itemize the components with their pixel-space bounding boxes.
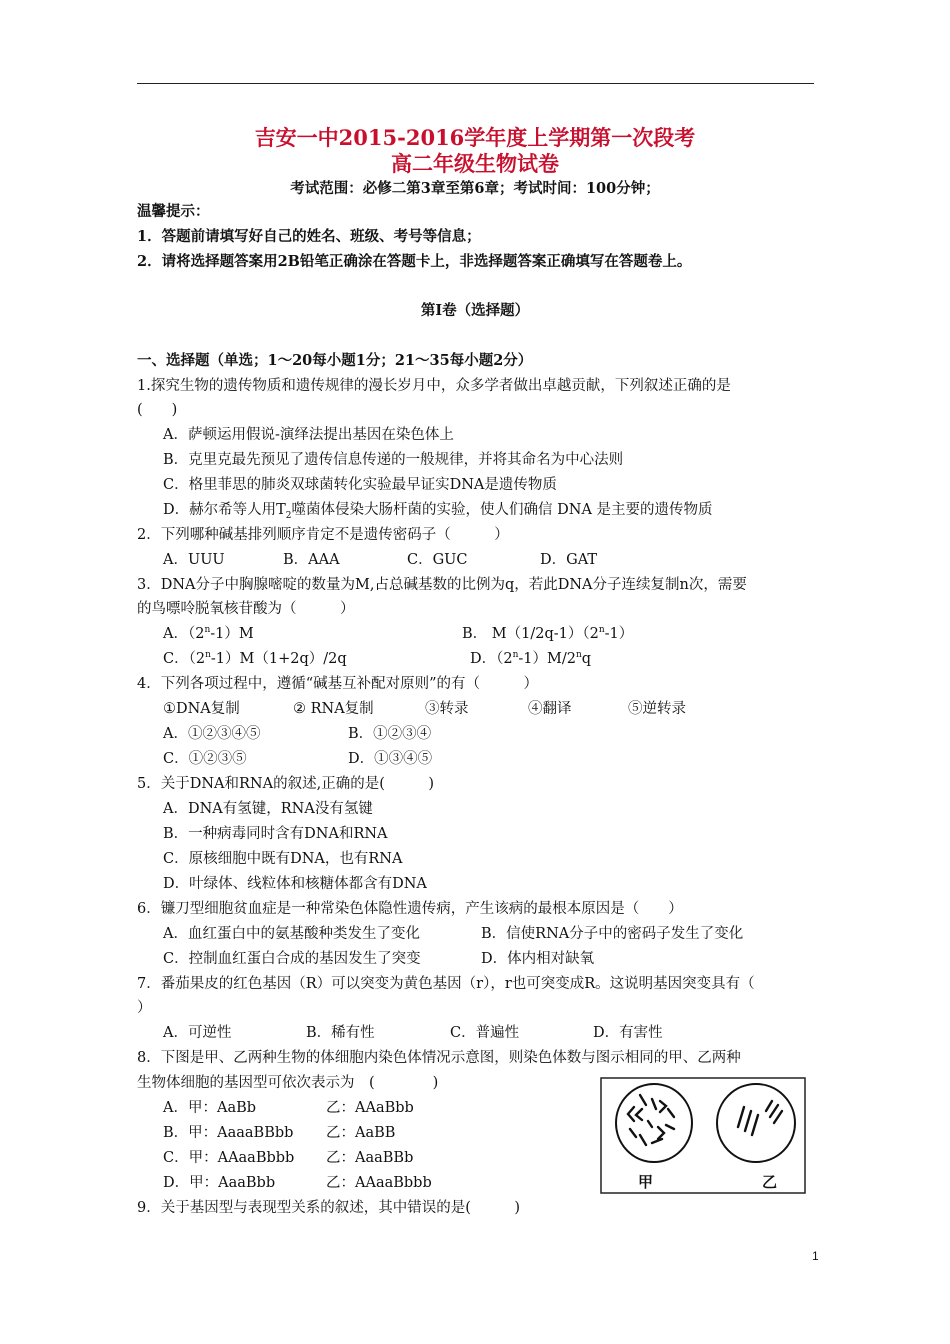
q6-stem: 6．镰刀型细胞贫血症是一种常染色体隐性遗传病，产生该病的最根本原因是（ ） [137,901,683,917]
q7-option-a: A．可逆性 [163,1025,232,1041]
q1-option-c: C．格里菲思的肺炎双球菌转化实验最早证实DNA是遗传物质 [163,477,557,493]
q2-stem: 2．下列哪种碱基排列顺序肯定不是遗传密码子（ ） [137,527,509,543]
q5-option-d: D．叶绿体、线粒体和核糖体都含有DNA [163,876,427,892]
q8-option-a-yi: 乙：AAaBbb [326,1100,414,1116]
q5-option-b: B．一种病毒同时含有DNA和RNA [163,826,388,842]
q6-option-b: B．信使RNA分子中的密码子发生了变化 [481,926,744,942]
q6-option-a: A．血红蛋白中的氨基酸种类发生了变化 [163,926,420,942]
exam-scope: 考试范围：必修二第3章至第6章；考试时间：100分钟； [290,180,660,197]
header-rule [137,83,814,84]
q4-option-c: C．①②③⑤ [163,751,247,767]
exam-title-line1: 吉安一中2015-2016学年度上学期第一次段考 [254,125,696,150]
q1-option-d: D．赫尔希等人用$T_2$噬菌体侵染大肠杆菌的实验，使人们确信 DNA 是主要的遗传物质 [163,502,713,521]
q3-stem-1: 3．DNA分子中胸腺嘧啶的数量为M,占总碱基数的比例为q，若此DNA分子连续复制n次，需要 [137,577,747,593]
chromosome-figure [600,1077,806,1194]
q2-option-c: C．GUC [407,552,468,568]
q3-option-a: A．（2$^n$-1）M [163,625,254,642]
tips-label: 温馨提示： [137,203,210,220]
q4-stem: 4．下列各项过程中，遵循“碱基互补配对原则”的有（ ） [137,676,539,692]
q8-option-c-yi: 乙：AaaBBb [326,1150,414,1166]
q8-option-a-jia: A．甲：AaBb [163,1100,257,1116]
q8-stem-2: 生物体细胞的基因型可依次表示为 ( ) [137,1075,439,1091]
q8-option-d-jia: D．甲：AaaBbb [163,1175,276,1191]
q3-option-c: C．$(2^n-1)M(1+2q)/2q$ [163,650,347,667]
q4-item-2: ② RNA复制 [293,701,374,717]
q4-item-4: ④翻译 [528,701,572,717]
q1-stem: 1.探究生物的遗传物质和遗传规律的漫长岁月中，众多学者做出卓越贡献，下列叙述正确的是 [137,378,731,394]
figure-label-yi: 乙 [762,1174,778,1191]
q7-option-c: C．普遍性 [450,1025,520,1041]
q2-option-a: A．UUU [163,552,225,568]
q5-stem: 5．关于DNA和RNA的叙述,正确的是( ) [137,776,435,792]
q7-stem-1: 7．番茄果皮的红色基因（R）可以突变为黄色基因（r），r也可突变成R。这说明基因突变具有（ [137,976,755,992]
q6-option-d: D．体内相对缺氧 [481,951,595,967]
q1-paren: ( ) [137,402,178,418]
volume-heading: 第Ⅰ卷（选择题） [420,302,530,319]
tip-1: 1．答题前请填写好自己的姓名、班级、考号等信息； [137,228,481,245]
q7-stem-2: ） [137,1000,152,1016]
q7-option-d: D．有害性 [593,1025,663,1041]
q4-item-5: ⑤逆转录 [628,701,686,717]
q3-option-b: B． M（1/2q-1）（2$^n$-1） [462,625,634,642]
q9-stem: 9．关于基因型与表现型关系的叙述，其中错误的是( ) [137,1200,521,1216]
q2-option-d: D．GAT [540,552,598,568]
exam-title-line2: 高二年级生物试卷 [391,151,559,176]
q8-option-d-yi: 乙：AAaaBbbb [326,1175,432,1191]
q3-stem-2: 的鸟嘌呤脱氧核苷酸为（ ） [137,601,355,617]
q5-option-a: A．DNA有氢键，RNA没有氢键 [163,801,373,817]
q1-option-b: B．克里克最先预见了遗传信息传递的一般规律，并将其命名为中心法则 [163,452,624,468]
q4-option-d: D．①③④⑤ [348,751,433,767]
q8-option-c-jia: C．甲：AAaaBbbb [163,1150,295,1166]
q1-option-a: A．萨顿运用假说-演绎法提出基因在染色体上 [163,427,454,443]
q8-stem-1: 8．下图是甲、乙两种生物的体细胞内染色体情况示意图，则染色体数与图示相同的甲、乙两种 [137,1050,741,1066]
q6-option-c: C．控制血红蛋白合成的基因发生了突变 [163,951,421,967]
q5-option-c: C．原核细胞中既有DNA，也有RNA [163,851,403,867]
q2-option-b: B．AAA [283,552,340,568]
q4-option-a: A．①②③④⑤ [163,726,261,742]
figure-label-jia: 甲 [638,1174,654,1191]
q4-option-b: B．①②③④ [348,726,432,742]
q4-item-3: ③转录 [425,701,469,717]
q4-item-1: ①DNA复制 [163,701,240,717]
page-number: 1 [812,1249,819,1263]
section-heading: 一、选择题（单选；1～20每小题1分；21～35每小题2分） [137,352,533,369]
tip-2: 2．请将选择题答案用2B铅笔正确涂在答题卡上，非选择题答案正确填写在答题卷上。 [137,253,692,270]
q8-option-b-yi: 乙：AaBB [326,1125,396,1141]
q3-option-d: D．（2$^n$-1）M/2$^n$q [470,650,592,667]
q8-option-b-jia: B．甲：AaaaBBbb [163,1125,294,1141]
q7-option-b: B．稀有性 [306,1025,375,1041]
